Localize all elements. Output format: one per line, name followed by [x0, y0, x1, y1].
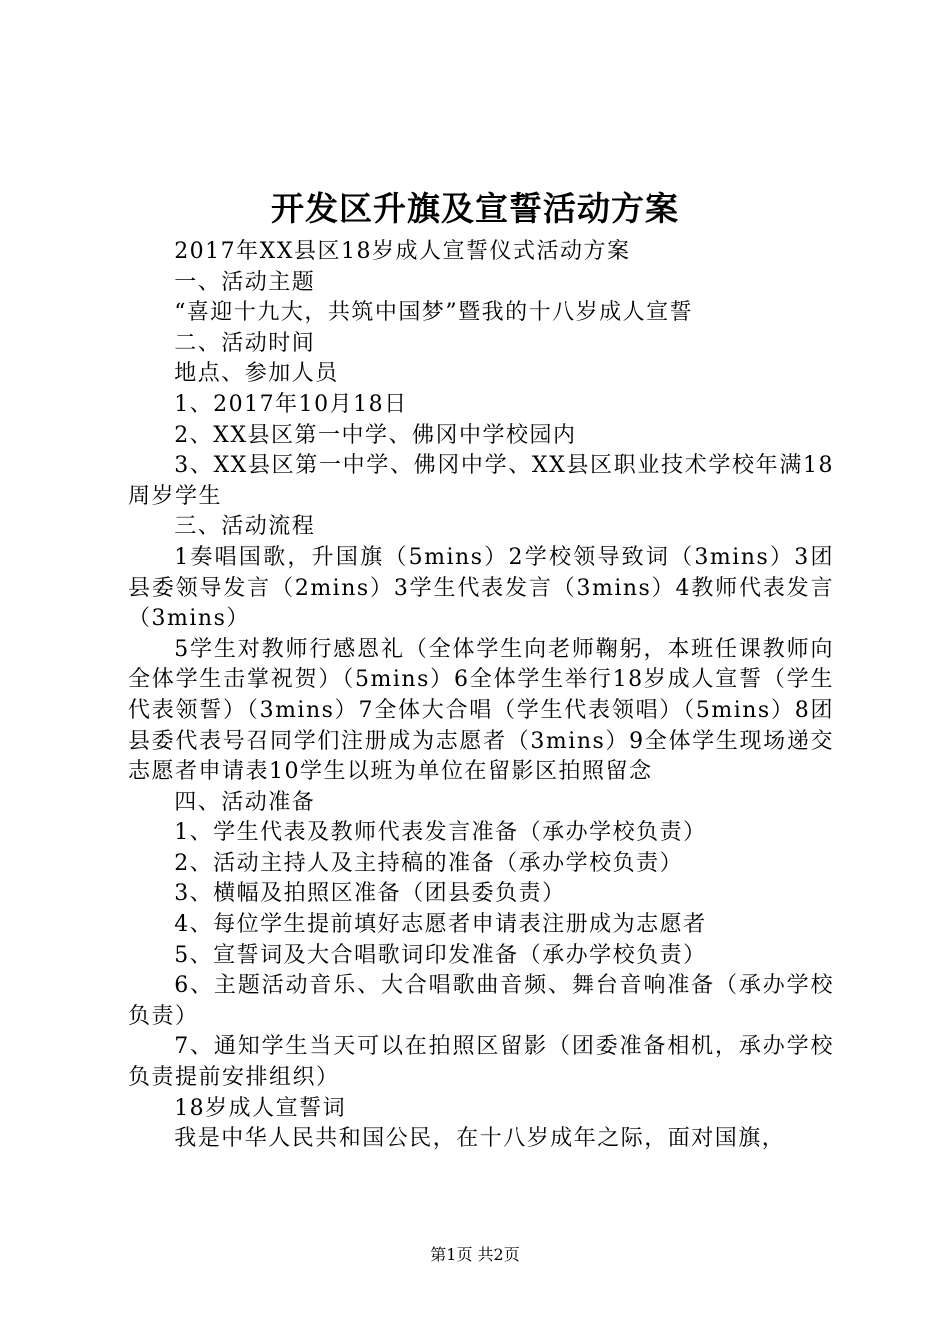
list-item: 1、2017年10月18日 — [174, 391, 408, 417]
list-item: 7、通知学生当天可以在拍照区留影（团委准备相机，承办学校负责提前安排组织） — [128, 1034, 834, 1091]
list-item: 3、横幅及拍照区准备（团县委负责） — [174, 881, 566, 907]
list-item: 2、活动主持人及主持稿的准备（承办学校负责） — [174, 850, 684, 876]
list-item: 3、XX县区第一中学、佛冈中学、XX县区职业技术学校年满18周岁学生 — [128, 453, 834, 509]
section-heading: 二、活动时间 — [174, 330, 316, 356]
document-title: 开发区升旗及宣誓活动方案 — [271, 189, 679, 228]
paragraph: 2017年XX县区18岁成人宣誓仪式活动方案 — [174, 239, 631, 264]
paragraph: 1奏唱国歌，升国旗（5mins）2学校领导致词（3mins）3团县委领导发言（2mins）3学生代表发言（3mins）4教师代表发言（3mins） — [128, 544, 834, 632]
paragraph: 5学生对教师行感恩礼（全体学生向老师鞠躬，本班任课教师向全体学生击掌祝贺）（5mins）6全体学生举行18岁成人宣誓（学生代表领誓）（3mins）7全体大合唱（学生代表领唱）（5mins）8团县委代表号召同学们注册成为志愿者（3mins）9全体学生现场递交志愿者申请表10学生以班为单位在留影区拍照留念 — [128, 636, 834, 785]
list-item: 1、学生代表及教师代表发言准备（承办学校负责） — [174, 820, 707, 846]
paragraph: 地点、参加人员 — [174, 361, 339, 387]
page-footer: 第1页 共2页 — [430, 1245, 520, 1264]
section-heading: 四、活动准备 — [174, 789, 316, 815]
section-heading: 一、活动主题 — [174, 269, 316, 295]
list-item: 2、XX县区第一中学、佛冈中学校园内 — [174, 422, 577, 448]
section-heading: 18岁成人宣誓词 — [174, 1095, 347, 1121]
section-heading: 三、活动流程 — [174, 514, 316, 540]
list-item: 5、宣誓词及大合唱歌词印发准备（承办学校负责） — [174, 942, 707, 968]
list-item: 6、主题活动音乐、大合唱歌曲音频、舞台音响准备（承办学校负责） — [128, 973, 834, 1029]
list-item: 4、每位学生提前填好志愿者申请表注册成为志愿者 — [174, 912, 707, 938]
paragraph: “喜迎十九大，共筑中国梦”暨我的十八岁成人宣誓 — [174, 300, 694, 326]
document-body — [128, 237, 834, 1155]
paragraph: 我是中华人民共和国公民，在十八岁成年之际，面对国旗， — [174, 1126, 786, 1152]
